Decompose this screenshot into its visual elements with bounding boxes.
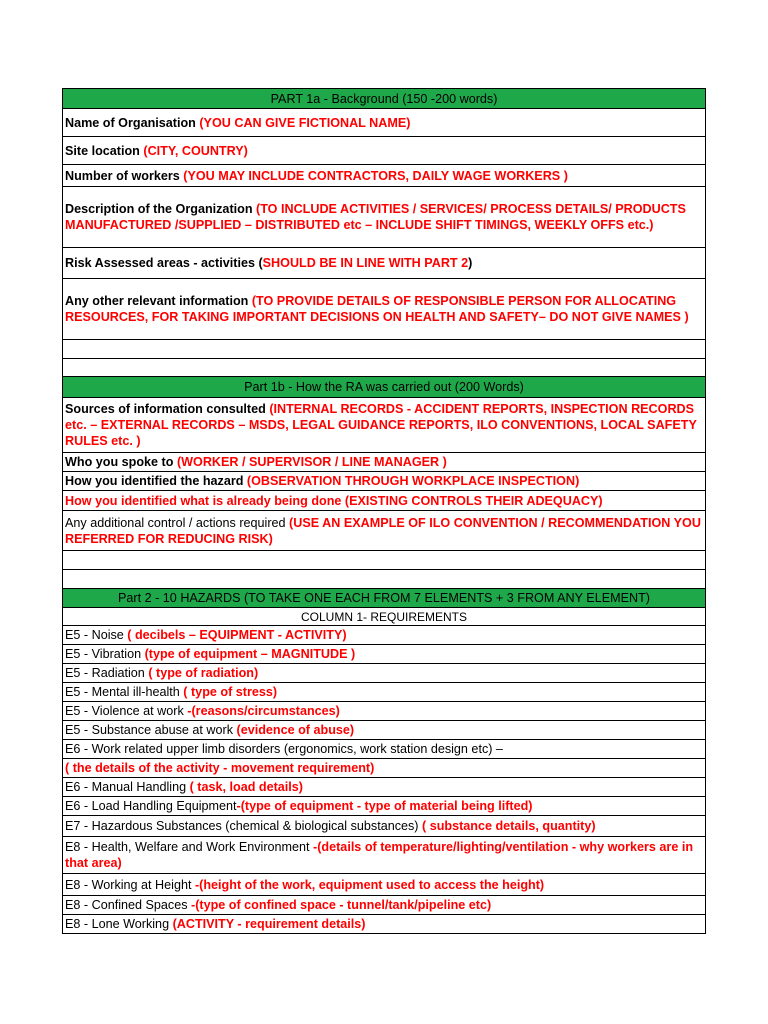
hazard-row: [63, 626, 706, 645]
row-note: (USE AN EXAMPLE OF ILO CONVENTION / RECOMMENDATION YOU REFERRED FOR REDUCING RISK): [65, 515, 701, 546]
part1a-row-risk-areas: [63, 248, 706, 279]
row-label: E8 - Working at Height: [65, 877, 195, 892]
row-note: How you identified what is already being done (EXISTING CONTROLS THEIR ADEQUACY): [65, 493, 603, 508]
hazard-row: [63, 759, 706, 778]
row-label: E5 - Noise: [65, 628, 128, 642]
row-tail: ): [468, 256, 473, 270]
row-note: -(reasons/circumstances): [187, 704, 340, 718]
row-note: ( task, load details): [189, 780, 303, 794]
row-note: (YOU MAY INCLUDE CONTRACTORS, DAILY WAGE WORKERS ): [183, 168, 568, 183]
hazard-row: [63, 778, 706, 797]
part1a-row-other-info: [63, 279, 706, 340]
row-note: (INTERNAL RECORDS - ACCIDENT REPORTS, INSPECTION RECORDS etc. – EXTERNAL RECORDS – MSDS, LEGAL GUIDANCE REPORTS, ILO CONVENTIONS, LOCAL SAFETY RULES etc. ): [65, 402, 697, 448]
row-label: Site location: [65, 143, 144, 158]
blank-row: [63, 359, 706, 377]
row-note: (CITY, COUNTRY): [143, 143, 248, 158]
risk-assessment-sheet: [62, 88, 706, 934]
hazard-row: [63, 702, 706, 721]
row-note: (type of equipment – MAGNITUDE ): [144, 647, 356, 661]
row-note: SHOULD BE IN LINE WITH PART 2: [262, 256, 469, 270]
part2-subheader: COLUMN 1- REQUIREMENTS: [63, 608, 706, 626]
hazard-row: [63, 837, 706, 874]
row-note: -(type of equipment - type of material being lifted): [236, 799, 533, 813]
part1b-row-additional-controls: [63, 511, 706, 551]
hazard-row: [63, 816, 706, 837]
row-label: How you identified the hazard: [65, 474, 247, 488]
hazard-row: [63, 915, 706, 934]
row-note: (ACTIVITY - requirement details): [172, 917, 366, 931]
row-label: Who you spoke to: [65, 455, 177, 469]
row-label: E5 - Vibration: [65, 647, 145, 661]
hazard-row: [63, 664, 706, 683]
part1b-row-spoke-to: [63, 453, 706, 472]
row-label: Name of Organisation: [65, 115, 200, 130]
row-note: -(type of confined space - tunnel/tank/pipeline etc): [191, 898, 492, 912]
part2-header: Part 2 - 10 HAZARDS (TO TAKE ONE EACH FROM 7 ELEMENTS + 3 FROM ANY ELEMENT): [63, 589, 706, 608]
row-label: E8 - Lone Working: [65, 917, 173, 931]
part1a-row-workers: [63, 165, 706, 187]
row-label: E5 - Mental ill-health: [65, 685, 184, 699]
row-label: Any additional control / actions required: [65, 515, 290, 530]
hazard-row: [63, 683, 706, 702]
part1b-header: Part 1b - How the RA was carried out (200 Words): [63, 377, 706, 398]
part1a-row-site-location: [63, 137, 706, 165]
row-note: (YOU CAN GIVE FICTIONAL NAME): [199, 115, 411, 130]
row-label: E5 - Violence at work: [65, 704, 188, 718]
row-label: E7 - Hazardous Substances (chemical & biological substances): [65, 819, 422, 833]
row-note: (OBSERVATION THROUGH WORKPLACE INSPECTION): [246, 474, 580, 488]
row-note: (WORKER / SUPERVISOR / LINE MANAGER ): [176, 455, 447, 469]
row-label: E6 - Manual Handling: [65, 780, 190, 794]
blank-row: [63, 570, 706, 589]
part1a-row-org-name: [63, 109, 706, 137]
part1b-row-existing-controls: [63, 491, 706, 511]
row-note: ( substance details, quantity): [422, 819, 596, 833]
row-note: ( type of stress): [183, 685, 278, 699]
hazard-row: [63, 645, 706, 664]
row-note: (TO INCLUDE ACTIVITIES / SERVICES/ PROCESS DETAILS/ PRODUCTS MANUFACTURED /SUPPLIED – DISTRIBUTED etc – INCLUDE SHIFT TIMINGS, WEEKLY OFFS etc.): [65, 202, 686, 232]
row-label: E8 - Confined Spaces: [65, 898, 192, 912]
hazard-row: [63, 721, 706, 740]
row-note: (TO PROVIDE DETAILS OF RESPONSIBLE PERSON FOR ALLOCATING RESOURCES, FOR TAKING IMPORTANT DECISIONS ON HEALTH AND SAFETY– DO NOT GIVE NAMES ): [65, 294, 689, 324]
hazard-row: [63, 740, 706, 759]
hazard-row: [63, 797, 706, 816]
part1a-row-description: [63, 187, 706, 248]
row-label: Number of workers: [65, 168, 184, 183]
row-note: ( the details of the activity - movement requirement): [65, 761, 375, 775]
hazard-row: [63, 896, 706, 915]
row-label: Description of the Organization: [65, 202, 257, 216]
row-note: ( type of radiation): [148, 666, 259, 680]
row-label: E6 - Load Handling Equipment: [65, 799, 237, 813]
row-note: ( decibels – EQUIPMENT - ACTIVITY): [127, 628, 347, 642]
row-label: E6 - Work related upper limb disorders (ergonomics, work station design etc) –: [65, 742, 503, 756]
row-label: Sources of information consulted: [65, 402, 270, 416]
row-label: E5 - Substance abuse at work: [65, 723, 237, 737]
hazard-row: [63, 874, 706, 896]
row-label: E8 - Health, Welfare and Work Environment: [65, 840, 314, 854]
blank-row: [63, 340, 706, 359]
blank-row: [63, 551, 706, 570]
row-label: Any other relevant information: [65, 294, 252, 308]
part1b-row-identified-hazard: [63, 472, 706, 491]
row-note: (evidence of abuse): [236, 723, 355, 737]
row-label: Risk Assessed areas - activities (: [65, 256, 263, 270]
row-note: -(height of the work, equipment used to access the height): [194, 877, 545, 892]
row-label: E5 - Radiation: [65, 666, 149, 680]
row-note: -(details of temperature/lighting/ventilation - why workers are in that area): [65, 840, 694, 870]
part1b-row-sources: [63, 398, 706, 453]
part1a-header: PART 1a - Background (150 -200 words): [63, 89, 706, 109]
